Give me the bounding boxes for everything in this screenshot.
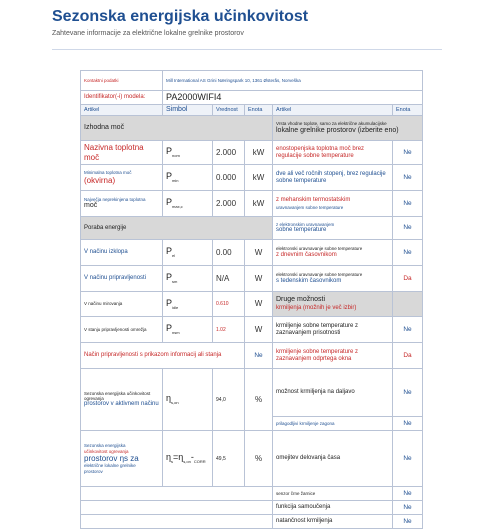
onmode-symbol: $P_{el}$: [163, 240, 213, 266]
table-row: [81, 431, 423, 487]
presence-yn: Ne: [393, 317, 423, 343]
other-options-blank: [393, 292, 423, 317]
col-enota: Enota: [245, 104, 273, 115]
seasonal-eff-symbol: $\eta_s=\eta_{s,on}-_{CORR}$: [163, 431, 213, 487]
model-label: Identifikator(-i) modela:: [81, 91, 163, 105]
seasonal-eff-value: 49,5: [213, 431, 245, 487]
seasonal-eff-label-cell: Sezonska energijska učinkovitost ogrevanja prostorov ηs za električne lokalne grelnike prostorov: [81, 431, 163, 487]
nominal-symbol: $P_{nom}$: [163, 141, 213, 165]
col-simbol: Simbol: [163, 104, 213, 115]
table-row: [81, 487, 423, 501]
table-row: [81, 165, 423, 191]
other-options-cell: Druge možnosti krmiljenja (možnih je več izbir): [273, 292, 393, 317]
contact-row: [81, 71, 423, 91]
header-row: [81, 104, 423, 115]
page-title: Sezonska energijska učinkovitost: [52, 8, 309, 25]
self-learning-cell: funkcija samoučenja: [273, 501, 393, 515]
table-row: [81, 317, 423, 343]
contact-value: Mill International AS Grini Næringspark 10, 1361 Østerås, Norveška: [163, 71, 423, 91]
window-cell: krmiljenje sobne temperature z zaznavanjem odprtega okna: [273, 343, 393, 369]
black-bulb-cell: senzor črne žarnice: [273, 487, 393, 501]
col-enota-2: Enota: [393, 104, 423, 115]
heat-type-heading: lokalne grelnike prostorov (izberite eno): [276, 126, 399, 134]
model-value: PA2000WIFI4: [163, 91, 423, 105]
mech-thermostat-yn: Ne: [393, 191, 423, 217]
remote-yn: Ne: [393, 369, 423, 417]
elec-control-cell: z elektronskim uravnavanjem sobne temperature: [273, 217, 393, 240]
mech-thermostat-cell: z mehanskim termostatskim uravnavanjem sobne temperature: [273, 191, 393, 217]
onmode-value: 0.00: [213, 240, 245, 266]
divider: [52, 49, 442, 50]
two-step-text: dve ali več ročnih stopenj, brez regulacije sobne temperature: [273, 165, 393, 191]
aux-section-heading: Poraba energije: [81, 217, 273, 240]
idle-label: V načinu mirovanja: [81, 292, 163, 317]
manual-control-yn: Ne: [393, 141, 423, 165]
standby-net-symbol: $P_{nsm}$: [163, 317, 213, 343]
idle-unit: W: [245, 292, 273, 317]
col-artikel-2: Artikel: [273, 104, 393, 115]
page-subtitle: Zahtevane informacije za električne lokalne grelnike prostorov: [52, 30, 244, 37]
standby-net-unit: W: [245, 317, 273, 343]
standby-symbol: $P_{sm}$: [163, 266, 213, 292]
adaptive-cell: prilagodljivi krmiljenje zagona: [273, 417, 393, 431]
presence-cell: krmiljenje sobne temperature z zaznavanjem prisotnosti: [273, 317, 393, 343]
nominal-unit: kW: [245, 141, 273, 165]
blank-cell: [81, 487, 273, 501]
eff-unit: %: [245, 369, 273, 431]
window-yn: Da: [393, 343, 423, 369]
week-timer-cell: elektronski uravnavanje sobne temperature s tedenskim časovnikom: [273, 266, 393, 292]
min-unit: kW: [245, 165, 273, 191]
max-label-cell: Največja neprekinjena toplotna moč: [81, 191, 163, 217]
min-label-cell: Minimalna toplotna moč (okvirna): [81, 165, 163, 191]
standby-info-yn: Ne: [245, 343, 273, 369]
output-section-heading: Izhodna moč: [81, 116, 273, 141]
table-row: [81, 515, 423, 529]
remote-cell: možnost krmiljenja na daljavo: [273, 369, 393, 417]
self-learning-yn: Ne: [393, 501, 423, 515]
standby-info-label: Način pripravljenosti s prikazom informacij ali stanja: [81, 343, 245, 369]
table-row: [81, 292, 423, 317]
min-symbol: $P_{min}$: [163, 165, 213, 191]
seasonal-eff-unit: %: [245, 431, 273, 487]
day-timer-cell: elektronski uravnavanje sobne temperature z dnevnim časovnikom: [273, 240, 393, 266]
standby-unit: W: [245, 266, 273, 292]
nominal-label: Nazivna toplotna moč: [81, 141, 163, 165]
contact-label: Kontaktni podatki: [81, 71, 163, 91]
table-row: [81, 266, 423, 292]
blank-cell: [81, 515, 273, 529]
table-row: [81, 501, 423, 515]
aux-section-row: [81, 217, 423, 240]
heat-type-note: Vrsta vhodne toplote, samo za električne akumulacijske: [276, 121, 387, 127]
black-bulb-yn: Ne: [393, 487, 423, 501]
nominal-value: 2.000: [213, 141, 245, 165]
day-timer-yn: Ne: [393, 240, 423, 266]
time-limit-yn: Ne: [393, 431, 423, 487]
eff-value: 94,0: [213, 369, 245, 431]
max-value: 2.000: [213, 191, 245, 217]
info-table: [80, 70, 423, 529]
blank-cell: [81, 501, 273, 515]
table-row: [81, 141, 423, 165]
adaptive-yn: Ne: [393, 417, 423, 431]
output-section-row: [81, 116, 423, 141]
idle-symbol: $P_{idle}$: [163, 292, 213, 317]
two-step-yn: Ne: [393, 165, 423, 191]
standby-net-label: V stanju pripravljenosti omrežja: [81, 317, 163, 343]
eff-symbol: $\eta_{s,on}$: [163, 369, 213, 431]
time-limit-cell: omejitev delovanja časa: [273, 431, 393, 487]
col-vrednost: Vrednost: [213, 104, 245, 115]
manual-control-cell: enostopenjska toplotna moč brez regulacije sobne temperature: [273, 141, 393, 165]
accuracy-yn: Ne: [393, 515, 423, 529]
onmode-unit: W: [245, 240, 273, 266]
elec-control-yn: Ne: [393, 217, 423, 240]
week-timer-yn: Da: [393, 266, 423, 292]
col-artikel: Artikel: [81, 104, 163, 115]
eff-label-cell: Sezonska energijska učinkovitost ogrevanja prostorov v aktivnem načinu: [81, 369, 163, 431]
max-symbol: $P_{max,c}$: [163, 191, 213, 217]
standby-value: N/A: [213, 266, 245, 292]
accuracy-cell: natančnost krmiljenja: [273, 515, 393, 529]
table-row: [81, 240, 423, 266]
standby-net-value: 1.02: [213, 317, 245, 343]
heat-input-type: [273, 116, 423, 141]
table-row: [81, 369, 423, 417]
min-value: 0.000: [213, 165, 245, 191]
table-row: [81, 343, 423, 369]
model-row: [81, 91, 423, 105]
max-unit: kW: [245, 191, 273, 217]
idle-value: 0.610: [213, 292, 245, 317]
table-row: [81, 191, 423, 217]
standby-label: V načinu pripravljenosti: [81, 266, 163, 292]
onmode-label: V načinu izklopa: [81, 240, 163, 266]
